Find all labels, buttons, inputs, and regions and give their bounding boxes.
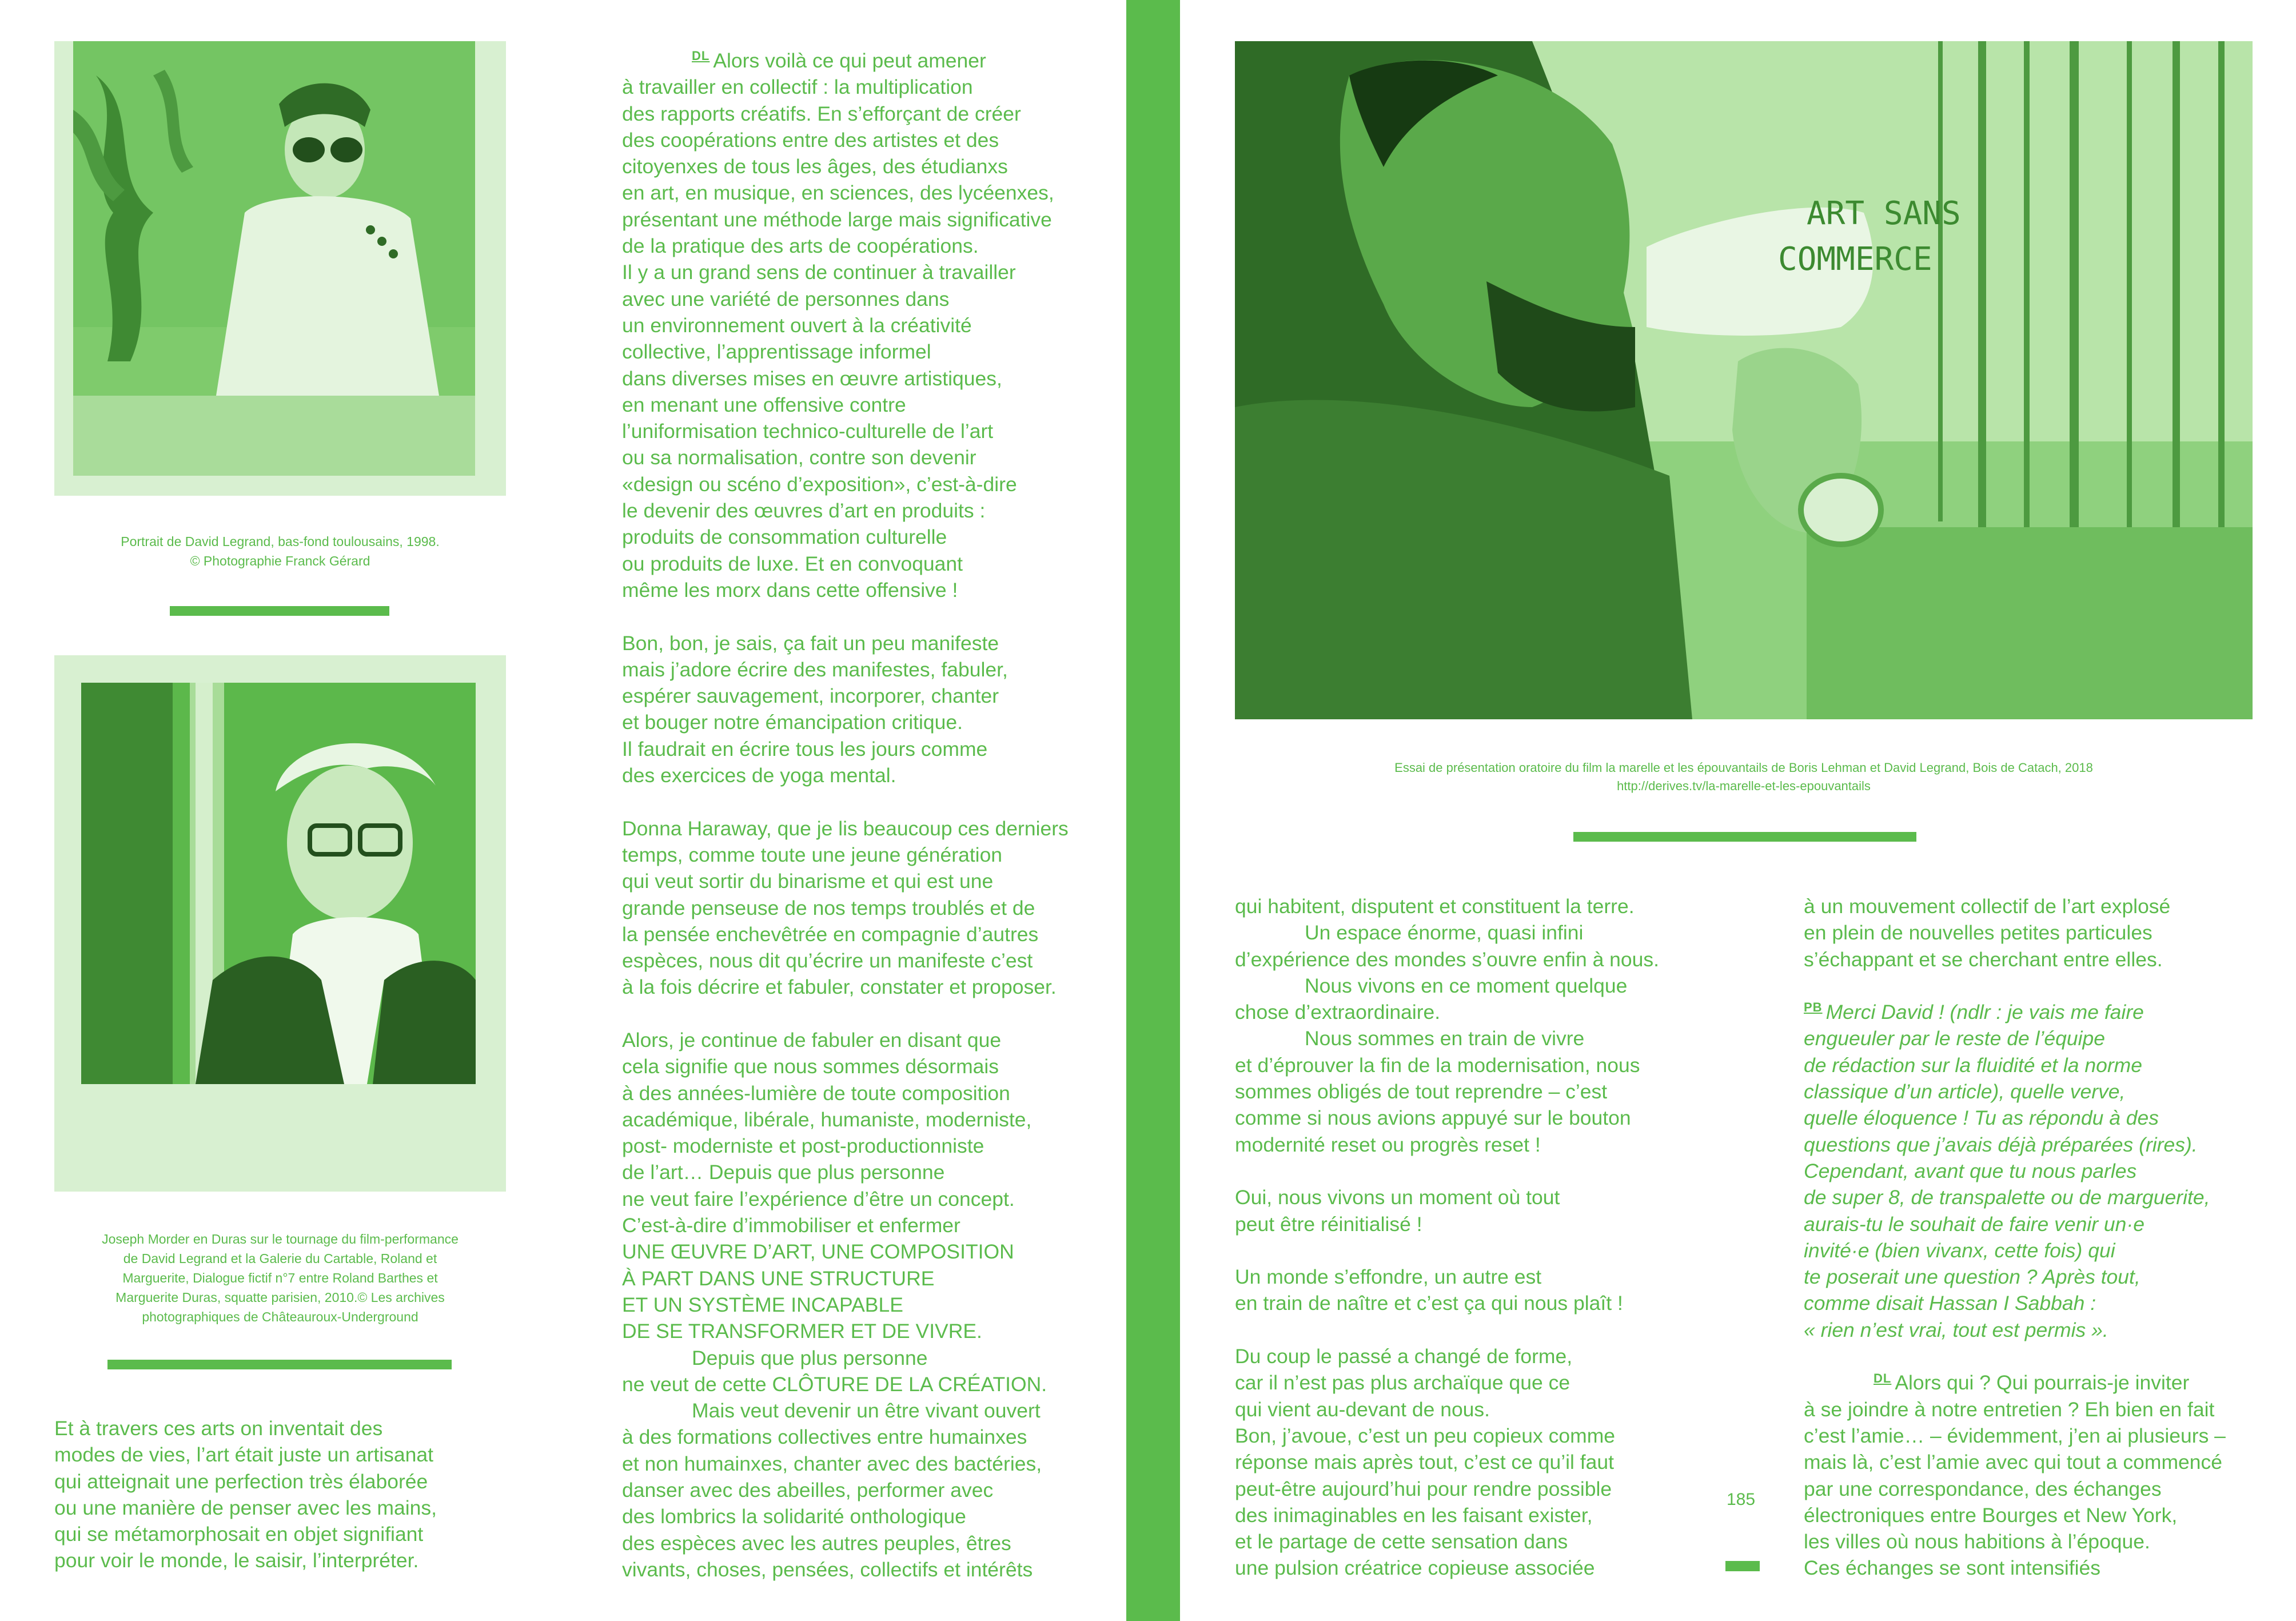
text-line: Bon, bon, je sais, ça fait un peu manifeste — [622, 631, 999, 655]
text-line: À PART DANS UNE STRUCTURE — [622, 1266, 935, 1290]
text-line: mais là, c’est l’amie avec qui tout a commencé — [1804, 1451, 2222, 1474]
caption-portrait-1 — [54, 532, 506, 571]
text-line: en train de naître et c’est ça qui nous plaît ! — [1235, 1292, 1623, 1315]
text-column-4 — [1804, 893, 2226, 1582]
text-line: chose d’extraordinaire. — [1235, 1001, 1441, 1024]
text-line: même les morx dans cette offensive ! — [622, 578, 958, 602]
sign-text: ART SANS — [1807, 195, 1961, 232]
text-line: et le partage de cette sensation dans — [1235, 1530, 1568, 1554]
text-line: des exercices de yoga mental. — [622, 764, 896, 787]
caption-line: photographiques de Châteauroux-Underground — [142, 1309, 418, 1324]
text-line: à des années-lumière de toute composition — [622, 1081, 1010, 1105]
text-line: questions que j’avais déjà préparées (rires). — [1804, 1133, 2198, 1156]
text-line: à un mouvement collectif de l’art explosé — [1804, 895, 2171, 918]
text-line: l’uniformisation technico-culturelle de l’art — [622, 420, 994, 443]
text-line: avec une variété de personnes dans — [622, 287, 950, 310]
text-line: Bon, j’avoue, c’est un peu copieux comme — [1235, 1424, 1616, 1447]
speaker-tag-dl: DL — [692, 49, 710, 63]
caption-link[interactable]: http://derives.tv/la-marelle-et-les-epouvantails — [1617, 779, 1871, 793]
text-line: par une correspondance, des échanges — [1804, 1477, 2162, 1500]
text-line: danser avec des abeilles, performer avec — [622, 1479, 994, 1502]
text-line: la pensée enchevêtrée en compagnie d’autres — [622, 922, 1039, 946]
text-line: qui se métamorphosait en objet signifiant — [54, 1523, 424, 1546]
page-number: 185 — [1727, 1490, 1756, 1509]
photo-portrait-2 — [81, 683, 476, 1084]
text-column-3 — [1235, 893, 1659, 1582]
text-line: en plein de nouvelles petites particules — [1804, 921, 2152, 945]
text-line: DE SE TRANSFORMER ET DE VIVRE. — [622, 1320, 982, 1343]
text-line: Un espace énorme, quasi infini — [1305, 921, 1584, 945]
text-line: à travailler en collectif : la multiplication — [622, 75, 973, 99]
text-line: s’échappant et se cherchant entre elles. — [1804, 947, 2163, 971]
text-line: peut être réinitialisé ! — [1235, 1212, 1422, 1236]
photo-portrait-1 — [73, 41, 475, 476]
text-line: un environnement ouvert à la créativité — [622, 313, 972, 337]
caption-line: de David Legrand et la Galerie du Cartable, Roland et — [123, 1251, 437, 1266]
text-line: dans diverses mises en œuvre artistiques, — [622, 367, 1002, 390]
text-line: quelle éloquence ! Tu as répondu à des — [1804, 1106, 2159, 1130]
sign-text: COMMERCE — [1778, 241, 1932, 278]
text-line: Alors, je continue de fabuler en disant que — [622, 1028, 1002, 1052]
text-line: modes de vies, l’art était juste un artisanat — [54, 1443, 434, 1467]
separator-rule — [107, 1360, 452, 1369]
caption-line: Marguerite Duras, squatte parisien, 2010.© Les archives — [115, 1290, 445, 1305]
text-line: présentant une méthode large mais significative — [622, 208, 1052, 231]
caption-line: Portrait de David Legrand, bas-fond toulousains, 1998. — [121, 534, 440, 549]
text-line: des coopérations entre des artistes et des — [622, 128, 999, 152]
text-line: Oui, nous vivons un moment où tout — [1235, 1186, 1560, 1209]
text-line: qui atteignait une perfection très élaborée — [54, 1469, 428, 1493]
text-line: citoyenxes de tous les âges, des étudianxs — [622, 155, 1008, 178]
text-line: vivants, choses, pensées, collectifs et intérêts — [622, 1558, 1033, 1581]
text-line: de rédaction sur la fluidité et la norme — [1804, 1053, 2142, 1077]
text-line: mais j’adore écrire des manifestes, fabuler, — [622, 658, 1008, 681]
text-line: ne veut faire l’expérience d’être un concept. — [622, 1187, 1015, 1210]
text-line: espérer sauvagement, incorporer, chanter — [622, 684, 999, 708]
page-marker — [1725, 1561, 1760, 1571]
text-line: Nous vivons en ce moment quelque — [1305, 974, 1628, 997]
text-line: ou sa normalisation, contre son devenir — [622, 446, 976, 469]
text-line — [1804, 999, 2226, 1025]
text-line: qui veut sortir du binarisme et qui est une — [622, 870, 994, 893]
text-line: ou une manière de penser avec les mains, — [54, 1496, 437, 1519]
text-line: des lombrics la solidarité onthologique — [622, 1505, 966, 1528]
text-line: grande penseuse de nos temps troublés et de — [622, 896, 1035, 919]
text-line: académique, libérale, humaniste, moderniste, — [622, 1108, 1032, 1131]
text-line: qui habitent, disputent et constituent la terre. — [1235, 895, 1635, 918]
text-line: «design ou scéno d’exposition», c’est-à-dire — [622, 472, 1017, 496]
photo-portrait-2-frame — [54, 655, 506, 1192]
text-line: invité·e (bien vivanx, cette fois) qui — [1804, 1238, 2115, 1262]
text-line: d’expérience des mondes s’ouvre enfin à nous. — [1235, 947, 1660, 971]
text-span: Alors qui ? Qui pourrais-je inviter — [1895, 1371, 2190, 1395]
text-line: Mais veut devenir un être vivant ouvert — [692, 1399, 1041, 1423]
text-line: sommes obligés de tout reprendre – c’est — [1235, 1080, 1608, 1104]
text-column-1 — [54, 1415, 437, 1574]
text-line: produits de consommation culturelle — [622, 525, 947, 549]
text-line — [1804, 1369, 2226, 1396]
caption-line: Joseph Morder en Duras sur le tournage du film-performance — [102, 1232, 459, 1246]
text-line: qui vient au-devant de nous. — [1235, 1397, 1490, 1421]
text-line: car il n’est pas plus archaïque que ce — [1235, 1371, 1570, 1395]
text-line: collective, l’apprentissage informel — [622, 340, 931, 364]
text-line: peut-être aujourd’hui pour rendre possible — [1235, 1477, 1612, 1500]
text-span: Alors voilà ce qui peut amener — [713, 49, 986, 72]
text-line: à des formations collectives entre humainxes — [622, 1425, 1027, 1449]
text-line: et d’éprouver la fin de la modernisation, nous — [1235, 1053, 1640, 1077]
text-line: de la pratique des arts de coopérations. — [622, 234, 979, 258]
caption-line: © Photographie Franck Gérard — [190, 553, 370, 568]
text-line: comme si nous avions appuyé sur le bouton — [1235, 1106, 1631, 1130]
text-line: « rien n’est vrai, tout est permis ». — [1804, 1318, 2108, 1341]
text-line: UNE ŒUVRE D’ART, UNE COMPOSITION — [622, 1240, 1014, 1264]
speaker-tag-pb: PB — [1804, 1000, 1823, 1015]
text-line: Depuis que plus personne — [692, 1346, 928, 1369]
text-span: Merci David ! (ndlr : je vais me faire — [1825, 1001, 2144, 1024]
text-line: des inimaginables en les faisant exister, — [1235, 1503, 1593, 1527]
text-line: Nous sommes en train de vivre — [1305, 1027, 1585, 1050]
text-line: le devenir des œuvres d’art en produits : — [622, 499, 986, 523]
text-line: ou produits de luxe. Et en convoquant — [622, 552, 963, 575]
text-line: c’est l’amie… – évidemment, j’en ai plusieurs – — [1804, 1424, 2226, 1447]
text-line: temps, comme toute une jeune génération — [622, 843, 1003, 866]
text-line: C’est-à-dire d’immobiliser et enfermer — [622, 1214, 960, 1237]
photo-art-sans-commerce — [1235, 41, 2253, 719]
text-line: une pulsion créatrice copieuse associée — [1235, 1556, 1595, 1580]
text-line: comme disait Hassan I Sabbah : — [1804, 1292, 2096, 1315]
text-column-2 — [622, 47, 1069, 1583]
text-line: Il y a un grand sens de continuer à travailler — [622, 261, 1016, 284]
text-line: ET UN SYSTÈME INCAPABLE — [622, 1293, 903, 1316]
text-line: et non humainxes, chanter avec des bactéries, — [622, 1452, 1042, 1475]
text-line: Il faudrait en écrire tous les jours comme — [622, 737, 988, 760]
text-line: aurais-tu le souhait de faire venir un·e — [1804, 1212, 2144, 1236]
text-line: en menant une offensive contre — [622, 393, 906, 416]
text-line: en art, en musique, en sciences, des lycéenxes, — [622, 181, 1054, 205]
text-line: de super 8, de transpalette ou de marguerite, — [1804, 1186, 2210, 1209]
text-line: modernité reset ou progrès reset ! — [1235, 1133, 1541, 1156]
text-line: à la fois décrire et fabuler, constater et proposer. — [622, 975, 1057, 999]
text-line: électroniques entre Bourges et New York, — [1804, 1503, 2178, 1527]
text-line: des espèces avec les autres peuples, êtres — [622, 1531, 1011, 1555]
text-line: post- moderniste et post-productionniste — [622, 1134, 984, 1158]
text-line: te poserait une question ? Après tout, — [1804, 1265, 2140, 1289]
separator-rule — [170, 606, 389, 616]
text-line: de l’art… Depuis que plus personne — [622, 1161, 945, 1184]
separator-rule — [1573, 832, 1916, 842]
text-line: ne veut de cette CLÔTURE DE LA CRÉATION. — [622, 1372, 1047, 1396]
text-line — [622, 47, 1069, 74]
caption-line: Marguerite, Dialogue fictif n°7 entre Roland Barthes et — [122, 1270, 438, 1285]
text-line: Donna Haraway, que je lis beaucoup ces derniers — [622, 817, 1069, 840]
text-line: les villes où nous habitions à l’époque. — [1804, 1530, 2150, 1554]
text-line: classique d’un article), quelle verve, — [1804, 1080, 2126, 1104]
text-line: à se joindre à notre entretien ? Eh bien en fait — [1804, 1397, 2215, 1421]
text-line: Du coup le passé a changé de forme, — [1235, 1345, 1573, 1368]
speaker-tag-dl: DL — [1874, 1371, 1892, 1385]
text-line: et bouger notre émancipation critique. — [622, 711, 963, 734]
text-line: espèces, nous dit qu’écrire un manifeste c’est — [622, 949, 1033, 973]
text-line: Un monde s’effondre, un autre est — [1235, 1265, 1542, 1289]
text-line: cela signifie que nous sommes désormais — [622, 1055, 999, 1078]
text-line: pour voir le monde, le saisir, l’interpréter. — [54, 1549, 419, 1572]
caption-line: Essai de présentation oratoire du film la marelle et les épouvantails de Boris Lehman et David Legrand, Bois de Catach, 2018 — [1394, 760, 2093, 775]
photo-portrait-1-frame — [54, 41, 506, 496]
caption-portrait-2 — [54, 1229, 506, 1327]
text-line: Ces échanges se sont intensifiés — [1804, 1556, 2100, 1580]
text-line: Et à travers ces arts on inventait des — [54, 1417, 383, 1440]
text-line: Cependant, avant que tu nous parles — [1804, 1159, 2137, 1182]
text-line: des rapports créatifs. En s’efforçant de créer — [622, 102, 1021, 125]
caption-main-photo — [1235, 759, 2253, 795]
center-gutter-band — [1126, 0, 1180, 1621]
text-line: engueuler par le reste de l’équipe — [1804, 1027, 2105, 1050]
text-line: réponse mais après tout, c’est ce qu’il faut — [1235, 1451, 1615, 1474]
